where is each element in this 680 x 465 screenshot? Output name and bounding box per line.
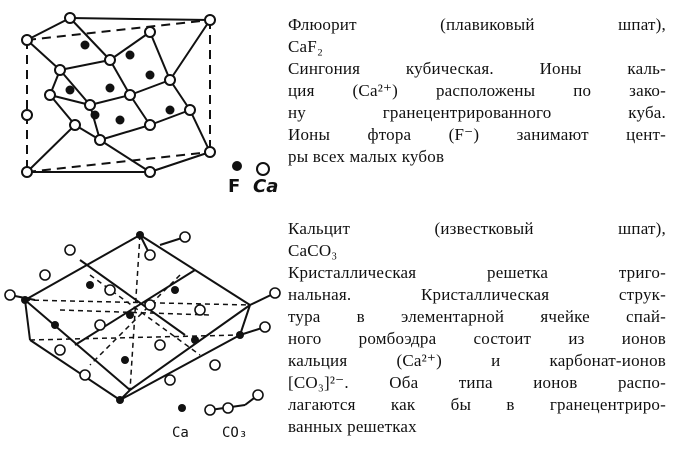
calcite-line: [CO₃]²⁻. Оба типа ионов распо-: [288, 373, 666, 392]
calcite-crystal-diagram: [0, 215, 285, 425]
fluorite-alt-name: (плавиковый: [440, 15, 535, 34]
calcium-legend-dot: [178, 404, 186, 412]
calcite-alt-name-end: шпат),: [618, 219, 666, 238]
fluorite-alt-name-end: шпат),: [618, 15, 666, 34]
fluorite-line: Ионы фтора (F⁻) занимают цент-: [288, 125, 666, 144]
legend-carbonate-label: CO₃: [222, 425, 248, 441]
fluorite-line: ция (Ca²⁺) расположены по зако-: [288, 81, 666, 100]
fluorine-legend-dot: [232, 161, 242, 171]
calcite-title: [288, 218, 666, 240]
calcite-name: Кальцит: [288, 219, 351, 238]
calcite-formula: CaCO₃: [288, 241, 338, 260]
fluorite-line: ну гранецентрированного куба.: [288, 103, 666, 122]
calcium-legend-dot: [257, 163, 269, 175]
calcite-line: ванных решетках: [288, 417, 417, 436]
legend-fluorine-label: F: [228, 176, 241, 197]
fluorite-name: Флюорит: [288, 15, 357, 34]
fluorite-line: Сингония кубическая. Ионы каль-: [288, 59, 666, 78]
fluorite-description: [288, 14, 666, 168]
calcite-description: [288, 218, 666, 438]
legend-calcium-label: Ca: [253, 176, 279, 197]
fluorite-line: ры всех малых кубов: [288, 147, 445, 166]
calcite-line: лагаются как бы в гранецентриро-: [288, 395, 666, 414]
calcite-line: нальная. Кристаллическая струк-: [288, 285, 666, 304]
calcite-line: ного ромбоэдра состоит из ионов: [288, 329, 666, 348]
fluorite-title: [288, 14, 666, 36]
calcite-line: кальция (Ca²⁺) и карбонат-ионов: [288, 351, 666, 370]
legend-calcium-label: Ca: [172, 425, 189, 441]
fluorite-formula: CaF₂: [288, 37, 324, 56]
fluorite-crystal-diagram: [0, 0, 280, 200]
calcite-line: тура в элементарной ячейке спай-: [288, 307, 666, 326]
calcite-line: Кристаллическая решетка триго-: [288, 263, 666, 282]
calcite-alt-name: (известковый: [434, 219, 534, 238]
